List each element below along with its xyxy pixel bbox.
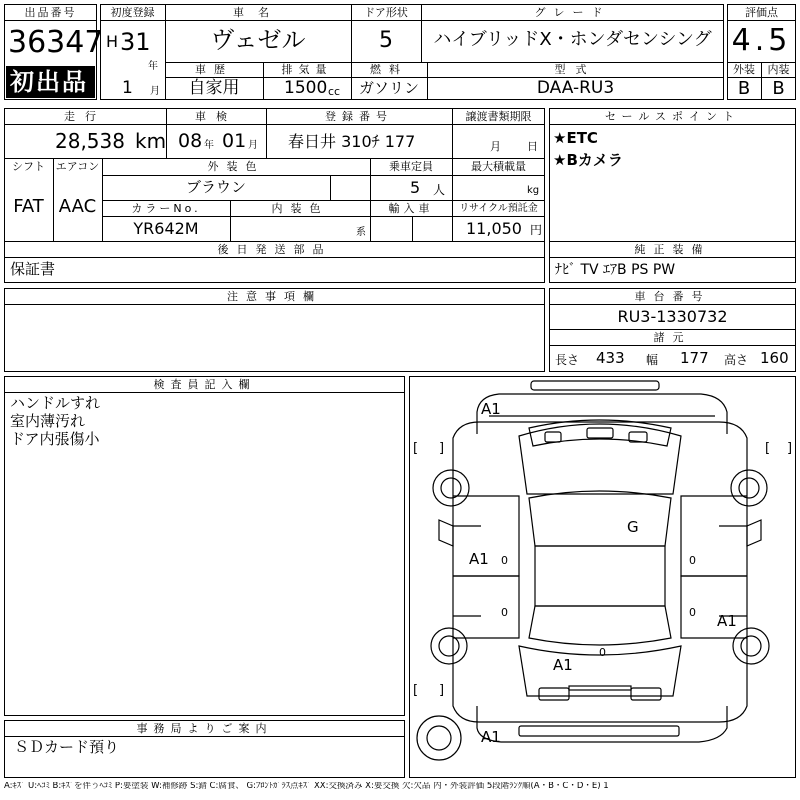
transfer-day-unit: 日 — [527, 140, 538, 153]
inspection-year-unit: 年 — [204, 140, 214, 151]
mark-windshield: G — [627, 518, 639, 536]
era: H — [106, 32, 119, 51]
first-listing-text: 初出品 — [10, 68, 88, 96]
plate: 春日井 310ﾁ 177 — [288, 132, 416, 151]
sales-point-1: ★ETC — [553, 129, 598, 147]
lot-number: 36347 — [8, 25, 104, 60]
ac: AAC — [58, 196, 97, 217]
ac-label: エアコン — [55, 160, 100, 173]
length: 433 — [596, 349, 625, 367]
score: 4.5 — [731, 23, 792, 58]
door-label: ドア形状 — [364, 6, 408, 19]
transfer-month-unit: 月 — [490, 140, 501, 153]
office-value: ＳＤカード預り — [14, 738, 120, 756]
chassis-label: 車台番号 — [634, 290, 711, 303]
zero-1: 0 — [501, 554, 508, 567]
year-unit: 年 — [148, 61, 158, 72]
mileage-label: 走行 — [64, 110, 106, 123]
score-label: 評価点 — [745, 6, 778, 19]
recycle-unit: 円 — [530, 223, 543, 237]
chassis-value: RU3-1330732 — [617, 307, 728, 326]
later-parts-label: 後日発送部品 — [217, 243, 332, 256]
mark-left-door: A1 — [469, 550, 489, 568]
inspector-line-1: ハンドルすれ — [10, 394, 101, 412]
recycle-label: リサイクル預託金 — [459, 203, 538, 214]
notes-label: 注意事項欄 — [227, 290, 322, 303]
mark-right-rear: A1 — [717, 612, 737, 630]
displacement-label: 排気量 — [281, 63, 333, 76]
width-label: 幅 — [646, 353, 659, 367]
later-parts-value: 保証書 — [10, 260, 56, 278]
doors: 5 — [379, 28, 393, 53]
load-unit: kg — [527, 185, 540, 196]
zero-2: 0 — [689, 554, 696, 567]
interior-grade: B — [772, 78, 785, 99]
equipment-label: 純正装備 — [634, 243, 711, 256]
month-unit: 月 — [150, 86, 160, 97]
history: 自家用 — [188, 78, 240, 98]
sales-point-2: ★Bカメラ — [553, 151, 623, 169]
first-reg-label: 初度登録 — [110, 6, 155, 19]
width: 177 — [680, 349, 709, 367]
inspection-year: 08 — [178, 130, 203, 152]
capacity-unit: 人 — [433, 183, 446, 197]
inspector-line-2: 室内薄汚れ — [10, 412, 86, 430]
int-color-unit: 系 — [356, 227, 366, 238]
month: 1 — [122, 78, 133, 98]
spec-label: 諸元 — [653, 331, 692, 344]
brackets-1: [ — [413, 441, 419, 456]
model-code-label: 型式 — [554, 63, 597, 76]
shift-label: シフト — [12, 160, 45, 173]
brackets-5: [ — [413, 683, 419, 698]
grade-label: グレード — [534, 6, 611, 19]
zero-5: 0 — [599, 646, 606, 659]
recycle: 11,050 — [466, 219, 522, 238]
shift: FAT — [13, 196, 44, 217]
brackets-6: ] — [439, 683, 445, 698]
zero-4: 0 — [689, 606, 696, 619]
mileage-unit: km — [135, 129, 167, 153]
brackets-2: ] — [439, 441, 445, 456]
mark-rear-bumper: A1 — [481, 728, 501, 746]
displacement: 1500 — [284, 78, 328, 98]
equipment-value: ﾅﾋﾞ TV ｴｱB PS PW — [555, 262, 676, 278]
ext-color-label: 外装色 — [207, 160, 265, 173]
ext-color: ブラウン — [185, 178, 246, 196]
exterior-label: 外装 — [733, 63, 755, 76]
brackets-3: [ — [765, 441, 771, 456]
inspection-month-unit: 月 — [248, 140, 258, 151]
height: 160 — [760, 349, 789, 367]
model-code: DAA-RU3 — [536, 78, 615, 98]
mark-rear: A1 — [553, 656, 573, 674]
color-no: YR642M — [133, 219, 199, 238]
import-label: 輸入車 — [388, 202, 434, 215]
capacity-label: 乗車定員 — [389, 160, 433, 173]
interior-label: 内装 — [767, 63, 790, 76]
car-diagram — [409, 376, 796, 778]
plate-label: 登録番号 — [325, 110, 393, 123]
mark-hood: A1 — [481, 400, 501, 418]
length-label: 長さ — [555, 353, 580, 367]
history-label: 車歴 — [195, 63, 233, 76]
int-color-label: 内装色 — [271, 202, 329, 215]
transfer-label: 譲渡書類期限 — [465, 110, 532, 123]
fuel: ガソリン — [358, 79, 419, 97]
capacity: 5 — [410, 178, 421, 197]
displacement-unit: cc — [328, 85, 341, 98]
car-name: ヴェゼル — [210, 26, 306, 54]
car-name-label: 車名 — [233, 6, 283, 19]
height-label: 高さ — [724, 353, 749, 367]
inspector-label: 検査員記入欄 — [153, 378, 256, 391]
grade: ハイブリッドX・ホンダセンシング — [433, 29, 712, 50]
year: 31 — [120, 28, 151, 56]
brackets-4: ] — [787, 441, 793, 456]
inspection-label: 車検 — [195, 110, 237, 123]
load-label: 最大積載量 — [471, 160, 526, 173]
lot-label: 出品番号 — [24, 6, 77, 19]
inspector-line-3: ドア内張傷小 — [10, 430, 100, 448]
office-label: 事務局よりご案内 — [136, 722, 273, 735]
sales-label: セールスポイント — [604, 110, 740, 123]
zero-3: 0 — [501, 606, 508, 619]
color-no-label: カラーNo. — [131, 202, 201, 215]
exterior-grade: B — [737, 78, 751, 99]
fuel-label: 燃料 — [370, 63, 408, 76]
inspection-month: 01 — [222, 130, 247, 152]
mileage: 28,538 — [55, 129, 125, 153]
legend: A:ｷｽﾞ U:ﾍｺﾐ B:ｷｽﾞを伴うﾍｺﾐ P:要塗装 W:補修跡 S:錆 C:腐食、 G:ﾌﾛﾝﾄｶﾞﾗｽ点ｷｽﾞ XX:交換済み X:要交換 欠:欠品 内・外装評価 5段階ﾗﾝｸ順(A・B・C・D・E) 1 — [4, 782, 609, 791]
